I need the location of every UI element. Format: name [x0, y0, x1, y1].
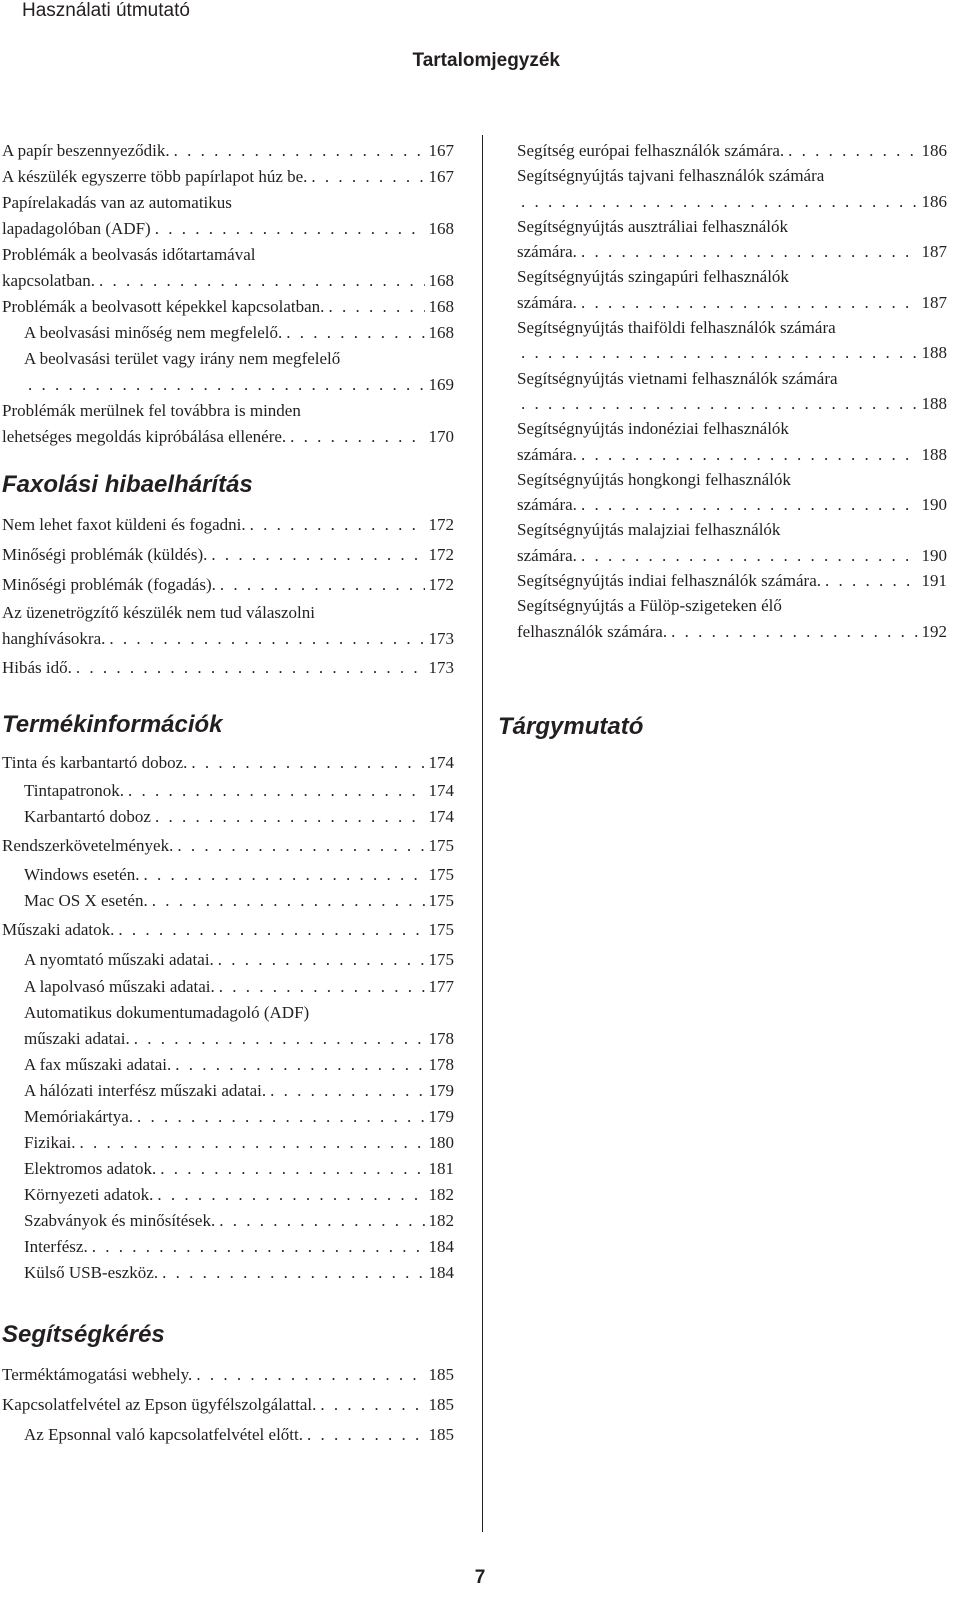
toc-entry-page: 175 — [428, 950, 454, 969]
toc-entry[interactable] — [517, 163, 947, 214]
toc-entry-page: 179 — [428, 1107, 454, 1126]
toc-entry[interactable] — [2, 748, 454, 778]
toc-entry-title: számára. — [517, 545, 577, 565]
toc-entry-title: felhasználók számára. — [517, 621, 668, 641]
heading-product-information[interactable]: Termékinformációk — [2, 711, 223, 738]
toc-entry-page: 186 — [921, 191, 947, 211]
toc-entry-title-line1: Problémák a beolvasás időtartamával — [2, 245, 256, 264]
dot-leader — [581, 442, 918, 467]
toc-entry-page: 175 — [428, 865, 454, 884]
dot-leader — [219, 974, 425, 1000]
dot-leader — [581, 239, 918, 264]
toc-entry-page: 173 — [428, 629, 454, 648]
toc-entry-title-line1: Papírelakadás van az automatikus — [2, 193, 232, 212]
toc-entry-title: Rendszerkövetelmények. — [2, 836, 174, 855]
dot-leader — [290, 424, 424, 450]
toc-entry-title: Memóriakártya. — [24, 1107, 134, 1126]
toc-entry-title: A nyomtató műszaki adatai. — [24, 950, 214, 969]
toc-entry-page: 173 — [428, 658, 454, 677]
toc-entry-page: 188 — [921, 343, 947, 363]
toc-entry[interactable] — [517, 568, 947, 593]
dot-leader — [118, 914, 424, 946]
toc-entry-title: Az Epsonnal való kapcsolatfelvétel előtt. — [24, 1425, 303, 1444]
toc-entry-page: 174 — [428, 753, 454, 772]
toc-entry-title-line1: Segítségnyújtás a Fülöp-szigeteken élő — [517, 596, 782, 616]
toc-entry-page: 168 — [428, 271, 454, 290]
toc-group-fax — [2, 510, 454, 684]
dot-leader — [270, 1078, 424, 1104]
toc-entry-page: 190 — [921, 495, 947, 515]
toc-entry-page: 172 — [428, 545, 454, 564]
toc-entry-title-line1: A beolvasási terület vagy irány nem megfelelő — [24, 349, 341, 368]
toc-entry[interactable] — [2, 1130, 454, 1156]
dot-leader — [109, 626, 424, 652]
toc-entry-page: 188 — [921, 393, 947, 413]
toc-entry-page: 175 — [428, 891, 454, 910]
toc-entry-title-line1: Az üzenetrögzítő készülék nem tud válaszolni — [2, 603, 315, 622]
toc-entry[interactable] — [2, 1390, 454, 1420]
dot-leader — [134, 1026, 425, 1052]
toc-entry-title-line1: Segítségnyújtás szingapúri felhasználók — [517, 267, 789, 287]
toc-entry[interactable] — [2, 540, 454, 570]
dot-leader — [825, 568, 917, 593]
toc-entry-title: műszaki adatai. — [24, 1029, 130, 1048]
dot-leader — [196, 1360, 424, 1390]
toc-entry[interactable] — [2, 1078, 454, 1104]
toc-entry-page: 191 — [921, 571, 947, 591]
dot-leader — [99, 268, 425, 294]
toc-entry-title: Problémák a beolvasott képekkel kapcsolatban. — [2, 297, 325, 316]
toc-entry-page: 184 — [428, 1237, 454, 1256]
toc-entry-title: számára. — [517, 242, 577, 262]
toc-entry-title: lehetséges megoldás kipróbálása ellenére. — [2, 427, 287, 446]
toc-entry-title: Tintapatronok. — [24, 781, 124, 800]
toc-entry[interactable] — [2, 242, 454, 294]
toc-entry-page: 187 — [921, 292, 947, 312]
toc-entry-title: Elektromos adatok. — [24, 1159, 157, 1178]
toc-entry-title: Külső USB-eszköz. — [24, 1263, 159, 1282]
dot-leader — [581, 492, 918, 517]
toc-entry-title: Szabványok és minősítések. — [24, 1211, 216, 1230]
heading-index[interactable]: Tárgymutató — [498, 712, 644, 740]
dot-leader — [581, 290, 918, 315]
toc-entry-page: 168 — [428, 297, 454, 316]
dot-leader — [160, 1156, 424, 1182]
toc-entry[interactable] — [2, 974, 454, 1000]
dot-leader — [152, 888, 425, 914]
dot-leader — [128, 778, 425, 804]
toc-entry[interactable] — [2, 1104, 454, 1130]
toc-entry-title: Hibás idő. — [2, 658, 72, 677]
toc-entry-title: A papír beszennyeződik. — [2, 141, 170, 160]
toc-entry-title-line1: Automatikus dokumentumadagoló (ADF) — [24, 1003, 310, 1022]
dot-leader — [671, 619, 917, 644]
toc-entry-title: Mac OS X esetén. — [24, 891, 148, 910]
toc-entry-page: 175 — [428, 920, 454, 939]
dot-leader — [250, 510, 425, 540]
toc-entry[interactable] — [2, 1420, 454, 1450]
toc-group-troubleshooting — [2, 138, 454, 450]
toc-entry[interactable] — [2, 862, 454, 888]
toc-entry[interactable] — [2, 320, 454, 346]
toc-entry[interactable] — [2, 570, 454, 600]
toc-entry[interactable] — [2, 1260, 454, 1286]
toc-entry[interactable] — [517, 467, 947, 518]
dot-leader — [521, 391, 918, 416]
dot-leader — [174, 138, 425, 164]
toc-entry[interactable] — [2, 510, 454, 540]
toc-entry[interactable] — [517, 138, 947, 163]
toc-entry-title: Környezeti adatok. — [24, 1185, 154, 1204]
dot-leader — [220, 570, 425, 600]
toc-entry-page: 185 — [428, 1365, 454, 1384]
toc-entry-title: A lapolvasó műszaki adatai. — [24, 977, 215, 996]
toc-entry-title-line1: Segítségnyújtás indonéziai felhasználók — [517, 419, 789, 439]
toc-entry-title: számára. — [517, 495, 577, 515]
toc-entry-title: Műszaki adatok. — [2, 920, 115, 939]
section-title: Tartalomjegyzék — [412, 50, 560, 71]
toc-entry-title-line1: Segítségnyújtás vietnami felhasználók számára — [517, 368, 838, 388]
toc-group-help — [2, 1360, 454, 1450]
toc-entry-page: 178 — [428, 1029, 454, 1048]
toc-entry[interactable] — [2, 804, 454, 830]
toc-entry-title: A készülék egyszerre több papírlapot húz be. — [2, 167, 308, 186]
page-number: 7 — [474, 1567, 486, 1588]
dot-leader — [218, 946, 425, 974]
dot-leader — [320, 1390, 424, 1420]
toc-entry[interactable] — [517, 214, 947, 265]
toc-entry[interactable] — [2, 1360, 454, 1390]
toc-entry[interactable] — [2, 294, 454, 320]
toc-entry-title: számára. — [517, 292, 577, 312]
toc-entry-title: Interfész. — [24, 1237, 88, 1256]
toc-entry-page: 179 — [428, 1081, 454, 1100]
toc-entry[interactable] — [517, 517, 947, 568]
toc-entry-title-line1: Segítségnyújtás thaiföldi felhasználók számára — [517, 318, 836, 338]
toc-entry-page: 172 — [428, 515, 454, 534]
toc-entry-title-line1: Segítségnyújtás tajvani felhasználók számára — [517, 166, 825, 186]
toc-entry[interactable] — [517, 593, 947, 644]
toc-entry[interactable] — [2, 888, 454, 914]
heading-fax-troubleshooting[interactable]: Faxolási hibaelhárítás — [2, 471, 253, 498]
toc-entry-page: 170 — [428, 427, 454, 446]
dot-leader — [521, 340, 918, 365]
dot-leader — [307, 1420, 425, 1450]
dot-leader — [191, 748, 424, 778]
toc-entry-page: 184 — [428, 1263, 454, 1282]
toc-entry-title-line1: Segítségnyújtás hongkongi felhasználók — [517, 469, 791, 489]
toc-entry[interactable] — [2, 1234, 454, 1260]
toc-entry-title: Minőségi problémák (küldés). — [2, 545, 208, 564]
dot-leader — [137, 1104, 424, 1130]
toc-entry-title: Fizikai. — [24, 1133, 76, 1152]
toc-entry-title: Karbantartó doboz — [24, 807, 151, 826]
toc-entry-page: 168 — [428, 219, 454, 238]
toc-entry[interactable] — [2, 600, 454, 652]
toc-entry[interactable] — [2, 1156, 454, 1182]
toc-entry-page: 186 — [921, 141, 947, 160]
toc-entry-page: 174 — [428, 781, 454, 800]
dot-leader — [521, 189, 918, 214]
toc-entry[interactable] — [2, 1000, 454, 1052]
dot-leader — [155, 216, 425, 242]
toc-entry-title: számára. — [517, 444, 577, 464]
toc-right-column — [498, 138, 947, 742]
toc-entry-title: A beolvasási minőség nem megfelelő. — [24, 323, 283, 342]
toc-entry-title: Minőségi problémák (fogadás). — [2, 575, 216, 594]
toc-entry-page: 188 — [921, 444, 947, 464]
dot-leader — [311, 164, 424, 190]
dot-leader — [28, 372, 425, 398]
toc-entry[interactable] — [517, 264, 947, 315]
dot-leader — [328, 294, 424, 320]
toc-entry[interactable] — [2, 914, 454, 946]
dot-leader — [143, 862, 424, 888]
toc-entry-title: Kapcsolatfelvétel az Epson ügyfélszolgálattal. — [2, 1395, 317, 1414]
toc-entry-page: 175 — [428, 836, 454, 855]
toc-entry-page: 190 — [921, 545, 947, 565]
toc-entry[interactable] — [2, 1052, 454, 1078]
toc-entry-title: Terméktámogatási webhely. — [2, 1365, 193, 1384]
dot-leader — [76, 652, 425, 684]
toc-entry[interactable] — [2, 830, 454, 862]
heading-getting-help[interactable]: Segítségkérés — [2, 1321, 165, 1348]
toc-entry[interactable] — [517, 366, 947, 417]
toc-entry-title: Segítségnyújtás indiai felhasználók számára. — [517, 571, 822, 591]
toc-entry-page: 185 — [428, 1395, 454, 1414]
toc-entry-title: lapadagolóban (ADF) — [2, 219, 151, 238]
dot-leader — [286, 320, 424, 346]
toc-entry-title: Segítség európai felhasználók számára. — [517, 141, 785, 160]
toc-entry-page: 172 — [428, 575, 454, 594]
dot-leader — [175, 1052, 424, 1078]
toc-entry-title: hanghívásokra. — [2, 629, 106, 648]
toc-entry[interactable] — [517, 416, 947, 467]
dot-leader — [92, 1234, 425, 1260]
dot-leader — [177, 830, 424, 862]
toc-entry[interactable] — [2, 946, 454, 974]
toc-entry-page: 167 — [428, 167, 454, 186]
toc-entry-title: Nem lehet faxot küldeni és fogadni. — [2, 515, 246, 534]
toc-entry-title-line1: Problémák merülnek fel továbbra is minden — [2, 401, 301, 420]
toc-entry[interactable] — [2, 652, 454, 684]
toc-entry[interactable] — [2, 778, 454, 804]
toc-entry[interactable] — [517, 315, 947, 366]
toc-left-column — [2, 138, 454, 1450]
toc-group-product — [2, 748, 454, 1286]
toc-entry-page: 169 — [428, 375, 454, 394]
toc-entry-page: 182 — [428, 1185, 454, 1204]
dot-leader — [581, 543, 918, 568]
toc-entry[interactable] — [2, 190, 454, 242]
column-divider — [482, 135, 483, 1532]
running-title: Használati útmutató — [22, 0, 190, 21]
toc-entry-title: A fax műszaki adatai. — [24, 1055, 172, 1074]
toc-entry[interactable] — [2, 164, 454, 190]
toc-entry-page: 174 — [428, 807, 454, 826]
toc-entry-title: kapcsolatban. — [2, 271, 95, 290]
toc-entry-page: 177 — [428, 977, 454, 996]
toc-entry-page: 168 — [428, 323, 454, 342]
dot-leader — [157, 1182, 424, 1208]
dot-leader — [155, 804, 425, 830]
toc-entry[interactable] — [2, 346, 454, 398]
toc-entry-page: 181 — [428, 1159, 454, 1178]
toc-entry-page: 178 — [428, 1055, 454, 1074]
toc-entry-page: 187 — [921, 242, 947, 262]
toc-entry[interactable] — [2, 1208, 454, 1234]
toc-entry-title: Tinta és karbantartó doboz. — [2, 753, 188, 772]
toc-entry-title: Windows esetén. — [24, 865, 140, 884]
dot-leader — [211, 540, 424, 570]
toc-entry-title: A hálózati interfész műszaki adatai. — [24, 1081, 267, 1100]
toc-entry-page: 182 — [428, 1211, 454, 1230]
toc-entry-title-line1: Segítségnyújtás malajziai felhasználók — [517, 520, 781, 540]
toc-entry-page: 180 — [428, 1133, 454, 1152]
dot-leader — [788, 138, 917, 163]
toc-entry-page: 185 — [428, 1425, 454, 1444]
toc-entry[interactable] — [2, 138, 454, 164]
toc-entry[interactable] — [2, 1182, 454, 1208]
dot-leader — [219, 1208, 424, 1234]
toc-entry[interactable] — [2, 398, 454, 450]
toc-entry-page: 192 — [921, 621, 947, 641]
toc-entry-page: 167 — [428, 141, 454, 160]
dot-leader — [162, 1260, 424, 1286]
toc-entry-title-line1: Segítségnyújtás ausztráliai felhasználók — [517, 216, 788, 236]
dot-leader — [79, 1130, 424, 1156]
